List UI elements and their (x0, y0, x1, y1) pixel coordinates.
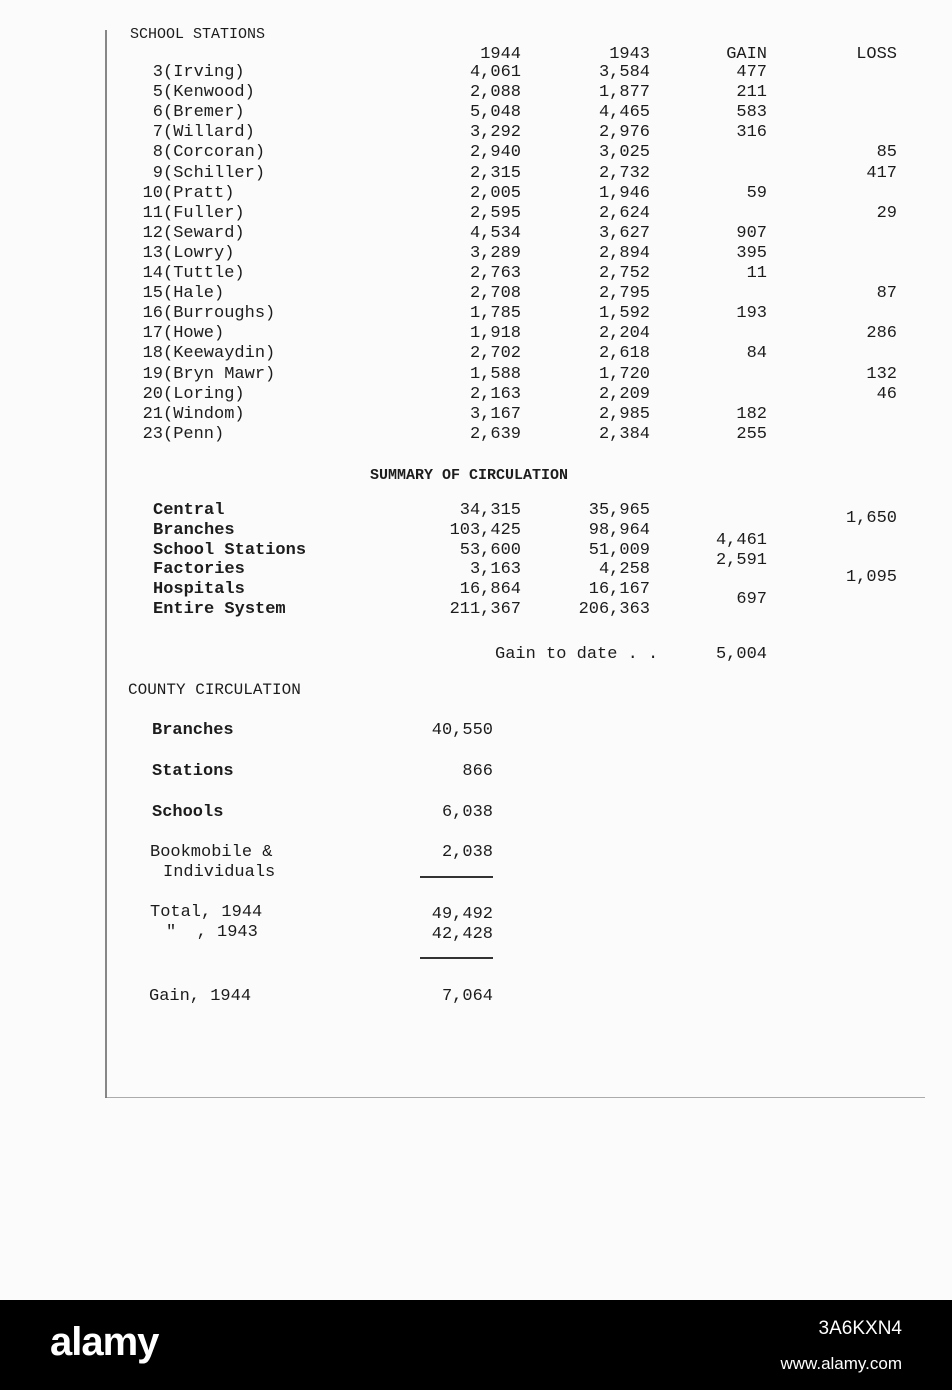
value-1944: 2,315 (469, 163, 521, 183)
county-total-1944-label: Total, 1944 (150, 903, 263, 922)
value-1944: 2,702 (469, 344, 521, 364)
value-gain: 193 (736, 304, 767, 324)
summary-label: Branches (153, 520, 235, 540)
county-branches-label: Branches (152, 721, 234, 740)
county-bookmobile-label: Bookmobile & (150, 843, 273, 862)
county-gain-value: 7,064 (441, 987, 493, 1006)
summary-1944: 103,425 (449, 520, 521, 540)
value-gain: 84 (746, 344, 767, 364)
station-number: 13 (142, 243, 163, 263)
station-name: (Keewaydin) (163, 344, 276, 364)
value-1943: 3,584 (598, 63, 650, 82)
station-name: (Lowry) (163, 243, 235, 263)
county-total-1943-value: 42,428 (431, 925, 493, 944)
county-stations-value: 866 (462, 762, 493, 781)
value-1943: 2,985 (598, 404, 650, 424)
county-gain-label: Gain, 1944 (149, 987, 252, 1006)
value-gain: 395 (736, 243, 767, 263)
value-gain: 182 (736, 404, 767, 424)
value-1944: 4,061 (469, 63, 521, 82)
station-name: (Hale) (163, 284, 225, 304)
county-stations-label: Stations (152, 762, 234, 781)
value-1944: 1,588 (469, 364, 521, 384)
value-1944: 2,763 (469, 264, 521, 283)
value-1943: 2,732 (598, 163, 650, 183)
station-number: 18 (142, 344, 163, 364)
station-number: 12 (142, 223, 163, 243)
summary-1943: 206,363 (578, 600, 650, 619)
value-1944: 2,088 (469, 83, 521, 103)
summary-1944: 211,367 (449, 600, 521, 619)
value-1944: 2,940 (469, 143, 521, 163)
summary-1944: 16,864 (459, 580, 521, 600)
value-1944: 1,918 (469, 324, 521, 344)
value-1943: 2,618 (598, 344, 650, 364)
summary-1944: 34,315 (459, 501, 521, 520)
value-gain: 211 (736, 83, 767, 103)
value-1944: 1,785 (469, 304, 521, 324)
value-gain: 477 (736, 63, 767, 82)
summary-label: Factories (153, 560, 245, 580)
summary-loss: 1,650 (845, 509, 897, 528)
station-name: (Pratt) (163, 183, 235, 203)
sum-rule (420, 876, 493, 878)
county-branches-value: 40,550 (431, 721, 493, 740)
value-1943: 2,894 (598, 243, 650, 263)
difference-rule (420, 957, 493, 959)
value-gain: 11 (746, 264, 767, 283)
col-header-1944: 1944 (480, 45, 521, 64)
value-1943: 2,209 (598, 384, 650, 404)
watermark-url: www.alamy.com (780, 1354, 902, 1373)
value-1944: 3,292 (469, 123, 521, 143)
value-1943: 1,720 (598, 364, 650, 384)
value-loss: 417 (866, 163, 897, 183)
value-1943: 4,465 (598, 103, 650, 123)
value-1944: 2,595 (469, 203, 521, 223)
value-1943: 2,752 (598, 264, 650, 283)
station-name: (Bryn Mawr) (163, 364, 276, 384)
county-bookmobile-value: 2,038 (441, 843, 493, 862)
value-1944: 2,163 (469, 384, 521, 404)
station-number: 17 (142, 324, 163, 344)
station-name: (Windom) (163, 404, 245, 424)
station-number: 10 (142, 183, 163, 203)
value-1944: 3,289 (469, 243, 521, 263)
image-id: 3A6KXN4 (818, 1318, 902, 1339)
col-header-loss: LOSS (856, 45, 897, 64)
page-bottom-edge (105, 1097, 925, 1098)
county-schools-label: Schools (152, 803, 224, 822)
county-title: COUNTY CIRCULATION (128, 681, 301, 699)
summary-1944: 3,163 (469, 560, 521, 580)
value-1944: 4,534 (469, 223, 521, 243)
station-name: (Tuttle) (163, 264, 245, 283)
station-name: (Bremer) (163, 103, 245, 123)
station-name: (Fuller) (163, 203, 245, 223)
station-number: 21 (142, 404, 163, 424)
station-number: 8 (152, 143, 163, 163)
value-gain: 255 (736, 424, 767, 444)
summary-1943: 51,009 (588, 540, 650, 560)
value-loss: 29 (876, 203, 897, 223)
station-number: 3 (152, 63, 163, 82)
summary-1943: 4,258 (598, 560, 650, 580)
value-1944: 2,005 (469, 183, 521, 203)
station-number: 7 (152, 123, 163, 143)
value-1944: 2,639 (469, 424, 521, 444)
station-number: 5 (152, 83, 163, 103)
alamy-logo: alamy (50, 1320, 159, 1364)
value-1944: 5,048 (469, 103, 521, 123)
station-name: (Howe) (163, 324, 225, 344)
station-name: (Schiller) (163, 163, 266, 183)
station-name: (Willard) (163, 123, 255, 143)
gain-to-date-label: Gain to date . . (495, 645, 659, 664)
school-stations-title: SCHOOL STATIONS (130, 26, 266, 43)
summary-gain: 4,461 (715, 530, 767, 550)
station-number: 16 (142, 304, 163, 324)
value-1943: 2,976 (598, 123, 650, 143)
summary-label: School Stations (153, 540, 307, 560)
value-gain: 59 (746, 183, 767, 203)
station-number: 23 (142, 424, 163, 444)
station-name: (Seward) (163, 223, 245, 243)
station-number: 6 (152, 103, 163, 123)
summary-label: Hospitals (153, 580, 245, 600)
gain-to-date-value: 5,004 (715, 645, 767, 664)
station-number: 15 (142, 284, 163, 304)
county-total-1943-label: " , 1943 (166, 923, 258, 942)
value-1943: 3,025 (598, 143, 650, 163)
station-number: 14 (142, 264, 163, 283)
station-name: (Burroughs) (163, 304, 276, 324)
value-gain: 907 (736, 223, 767, 243)
summary-loss: 1,095 (845, 568, 897, 588)
value-1944: 2,708 (469, 284, 521, 304)
value-loss: 132 (866, 364, 897, 384)
page-left-edge (105, 30, 107, 1098)
value-loss: 286 (866, 324, 897, 344)
value-1943: 2,204 (598, 324, 650, 344)
county-schools-value: 6,038 (441, 803, 493, 822)
summary-1943: 35,965 (588, 501, 650, 520)
value-1943: 1,946 (598, 183, 650, 203)
county-individuals-label: Individuals (163, 863, 276, 882)
summary-gain: 2,591 (715, 550, 767, 570)
value-loss: 46 (876, 384, 897, 404)
station-number: 20 (142, 384, 163, 404)
station-number: 9 (152, 163, 163, 183)
col-header-1943: 1943 (609, 45, 650, 64)
summary-1943: 16,167 (588, 580, 650, 600)
value-1943: 2,384 (598, 424, 650, 444)
station-number: 19 (142, 364, 163, 384)
station-name: (Corcoran) (163, 143, 266, 163)
station-name: (Loring) (163, 384, 245, 404)
value-loss: 87 (876, 284, 897, 304)
county-total-1944-value: 49,492 (431, 905, 493, 924)
value-loss: 85 (876, 143, 897, 163)
value-1943: 1,592 (598, 304, 650, 324)
value-1943: 3,627 (598, 223, 650, 243)
summary-label: Central (153, 501, 225, 520)
summary-label: Entire System (153, 600, 286, 619)
col-header-gain: GAIN (726, 45, 767, 64)
value-1943: 2,795 (598, 284, 650, 304)
summary-gain: 697 (736, 590, 767, 610)
summary-1944: 53,600 (459, 540, 521, 560)
value-1943: 2,624 (598, 203, 650, 223)
value-gain: 583 (736, 103, 767, 123)
value-1943: 1,877 (598, 83, 650, 103)
station-name: (Penn) (163, 424, 225, 444)
station-number: 11 (142, 203, 163, 223)
watermark-footer (0, 1300, 952, 1390)
value-1944: 3,167 (469, 404, 521, 424)
value-gain: 316 (736, 123, 767, 143)
summary-1943: 98,964 (588, 520, 650, 540)
station-name: (Kenwood) (163, 83, 255, 103)
summary-title: SUMMARY OF CIRCULATION (370, 467, 569, 484)
station-name: (Irving) (163, 63, 245, 82)
